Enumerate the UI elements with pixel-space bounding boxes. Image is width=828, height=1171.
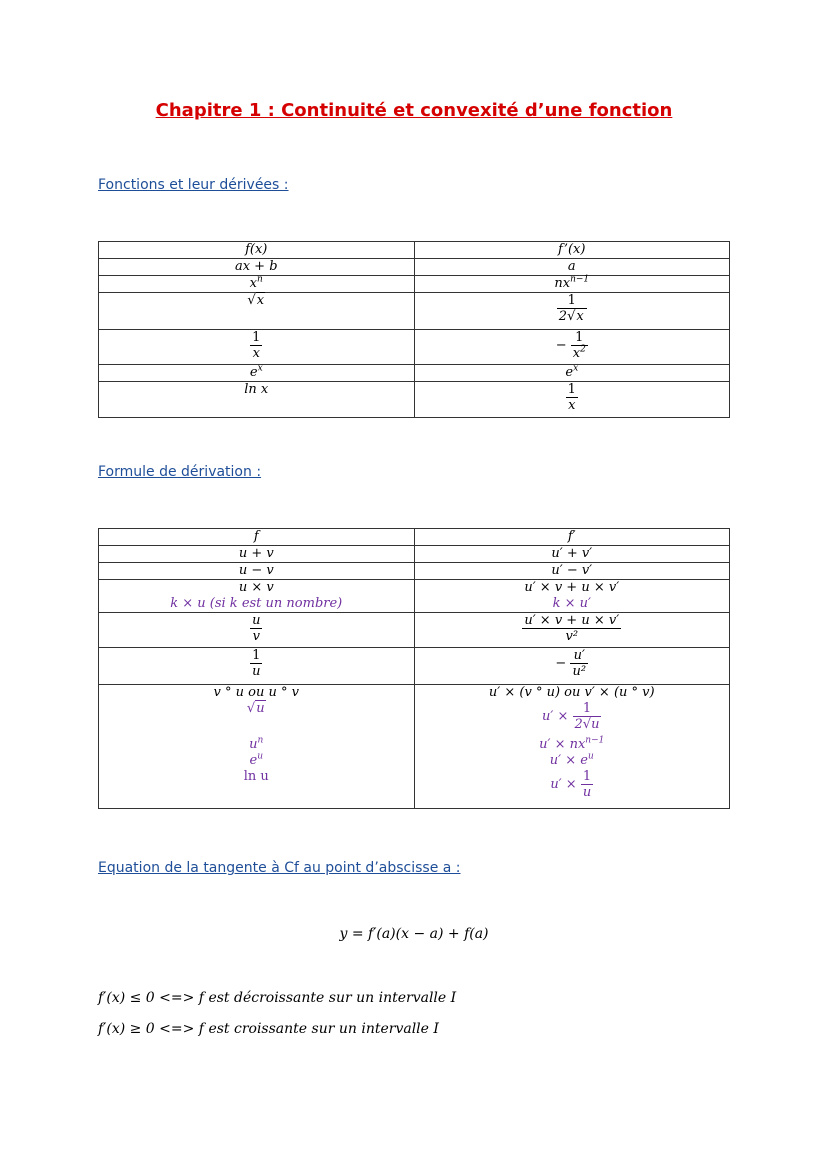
cell-fprime: − $\frac{u'}{\text{u²}}$ [414,648,730,685]
rule-increasing: f′(x) ≥ 0 <=> f est croissante sur un intervalle I [98,1021,439,1037]
table-row [99,580,730,613]
cell-f [99,330,415,365]
table-row [99,293,730,330]
fraction: $\frac{1}{u}$ [252,648,261,679]
cell-fprime: − $\frac{1}{x^2}$ [414,330,730,365]
page-title: Chapitre 1 : Continuité et convexité d’une fonction [155,100,673,121]
cell-f: u − v [99,563,415,580]
table-row [99,529,730,546]
cell-fprime [414,293,730,330]
derivatives-table [98,241,730,418]
formulas-heading: Formule de dérivation : [98,464,262,480]
cell-f: √x [99,293,415,330]
fraction: $\frac{u'}{\text{u²}}$ [572,648,587,679]
cell-f: v ° u ou u ° v √u $u^n$ $e^u$ ln u [99,685,415,809]
cell-f: u + v [99,546,415,563]
table-row [99,685,730,809]
fraction: $\frac{1}{x}$ [567,382,576,413]
header-cell-fprime: f’(x) [414,242,730,259]
header-cell-f: f [99,529,415,546]
cell-f: ln x [99,382,415,418]
cell-f: $e^x$ [99,365,415,382]
table-row [99,563,730,580]
formulas-table [98,528,730,809]
tangent-equation: y = f′(a)(x − a) + f(a) [339,926,489,942]
cell-f: ax + b [99,259,415,276]
header-cell-fprime: f′ [414,529,730,546]
tangent-heading: Equation de la tangente à Cf au point d’abscisse a : [98,860,461,876]
cell-f [99,613,415,648]
cell-f: $x^n$ [99,276,415,293]
cell-fprime: u′ × (v ° u) ou v′ × (u ° v) u′ × $\frac{1}{2√u}$ $u' \times nx^{n-1}$ $u' \times e^u$ u′ × $\frac{1}{u}$ [414,685,730,809]
cell-fprime [414,613,730,648]
table-row [99,276,730,293]
table-row [99,242,730,259]
table-row [99,648,730,685]
fraction: $\frac{1}{2√x}$ [557,293,587,324]
fraction: $\frac{1}{u}$ [582,769,592,800]
cell-f: u × v k × u (si k est un nombre) [99,580,415,613]
table-row [99,546,730,563]
fraction: $\frac{u' \times v + u \times v'}{\text{v²}}$ [524,613,620,644]
table-row [99,330,730,365]
cell-fprime: u′ − v′ [414,563,730,580]
header-cell-f: f(x) [99,242,415,259]
fraction: $\frac{u}{v}$ [252,613,261,644]
cell-fprime: $e^x$ [414,365,730,382]
cell-fprime: $nx^{n-1}$ [414,276,730,293]
table-row [99,259,730,276]
fraction: $\frac{1}{2√u}$ [574,701,600,732]
cell-fprime [414,382,730,418]
derivatives-heading: Fonctions et leur dérivées : [98,177,289,193]
rule-decreasing: f′(x) ≤ 0 <=> f est décroissante sur un intervalle I [98,990,457,1006]
table-row [99,365,730,382]
table-row [99,613,730,648]
cell-fprime: a [414,259,730,276]
fraction: $\frac{1}{x^2}$ [572,330,586,361]
cell-fprime: u′ × v + u × v′ k × u′ [414,580,730,613]
cell-fprime: u′ + v′ [414,546,730,563]
cell-f [99,648,415,685]
table-row [99,382,730,418]
fraction: $\frac{1}{x}$ [252,330,261,361]
